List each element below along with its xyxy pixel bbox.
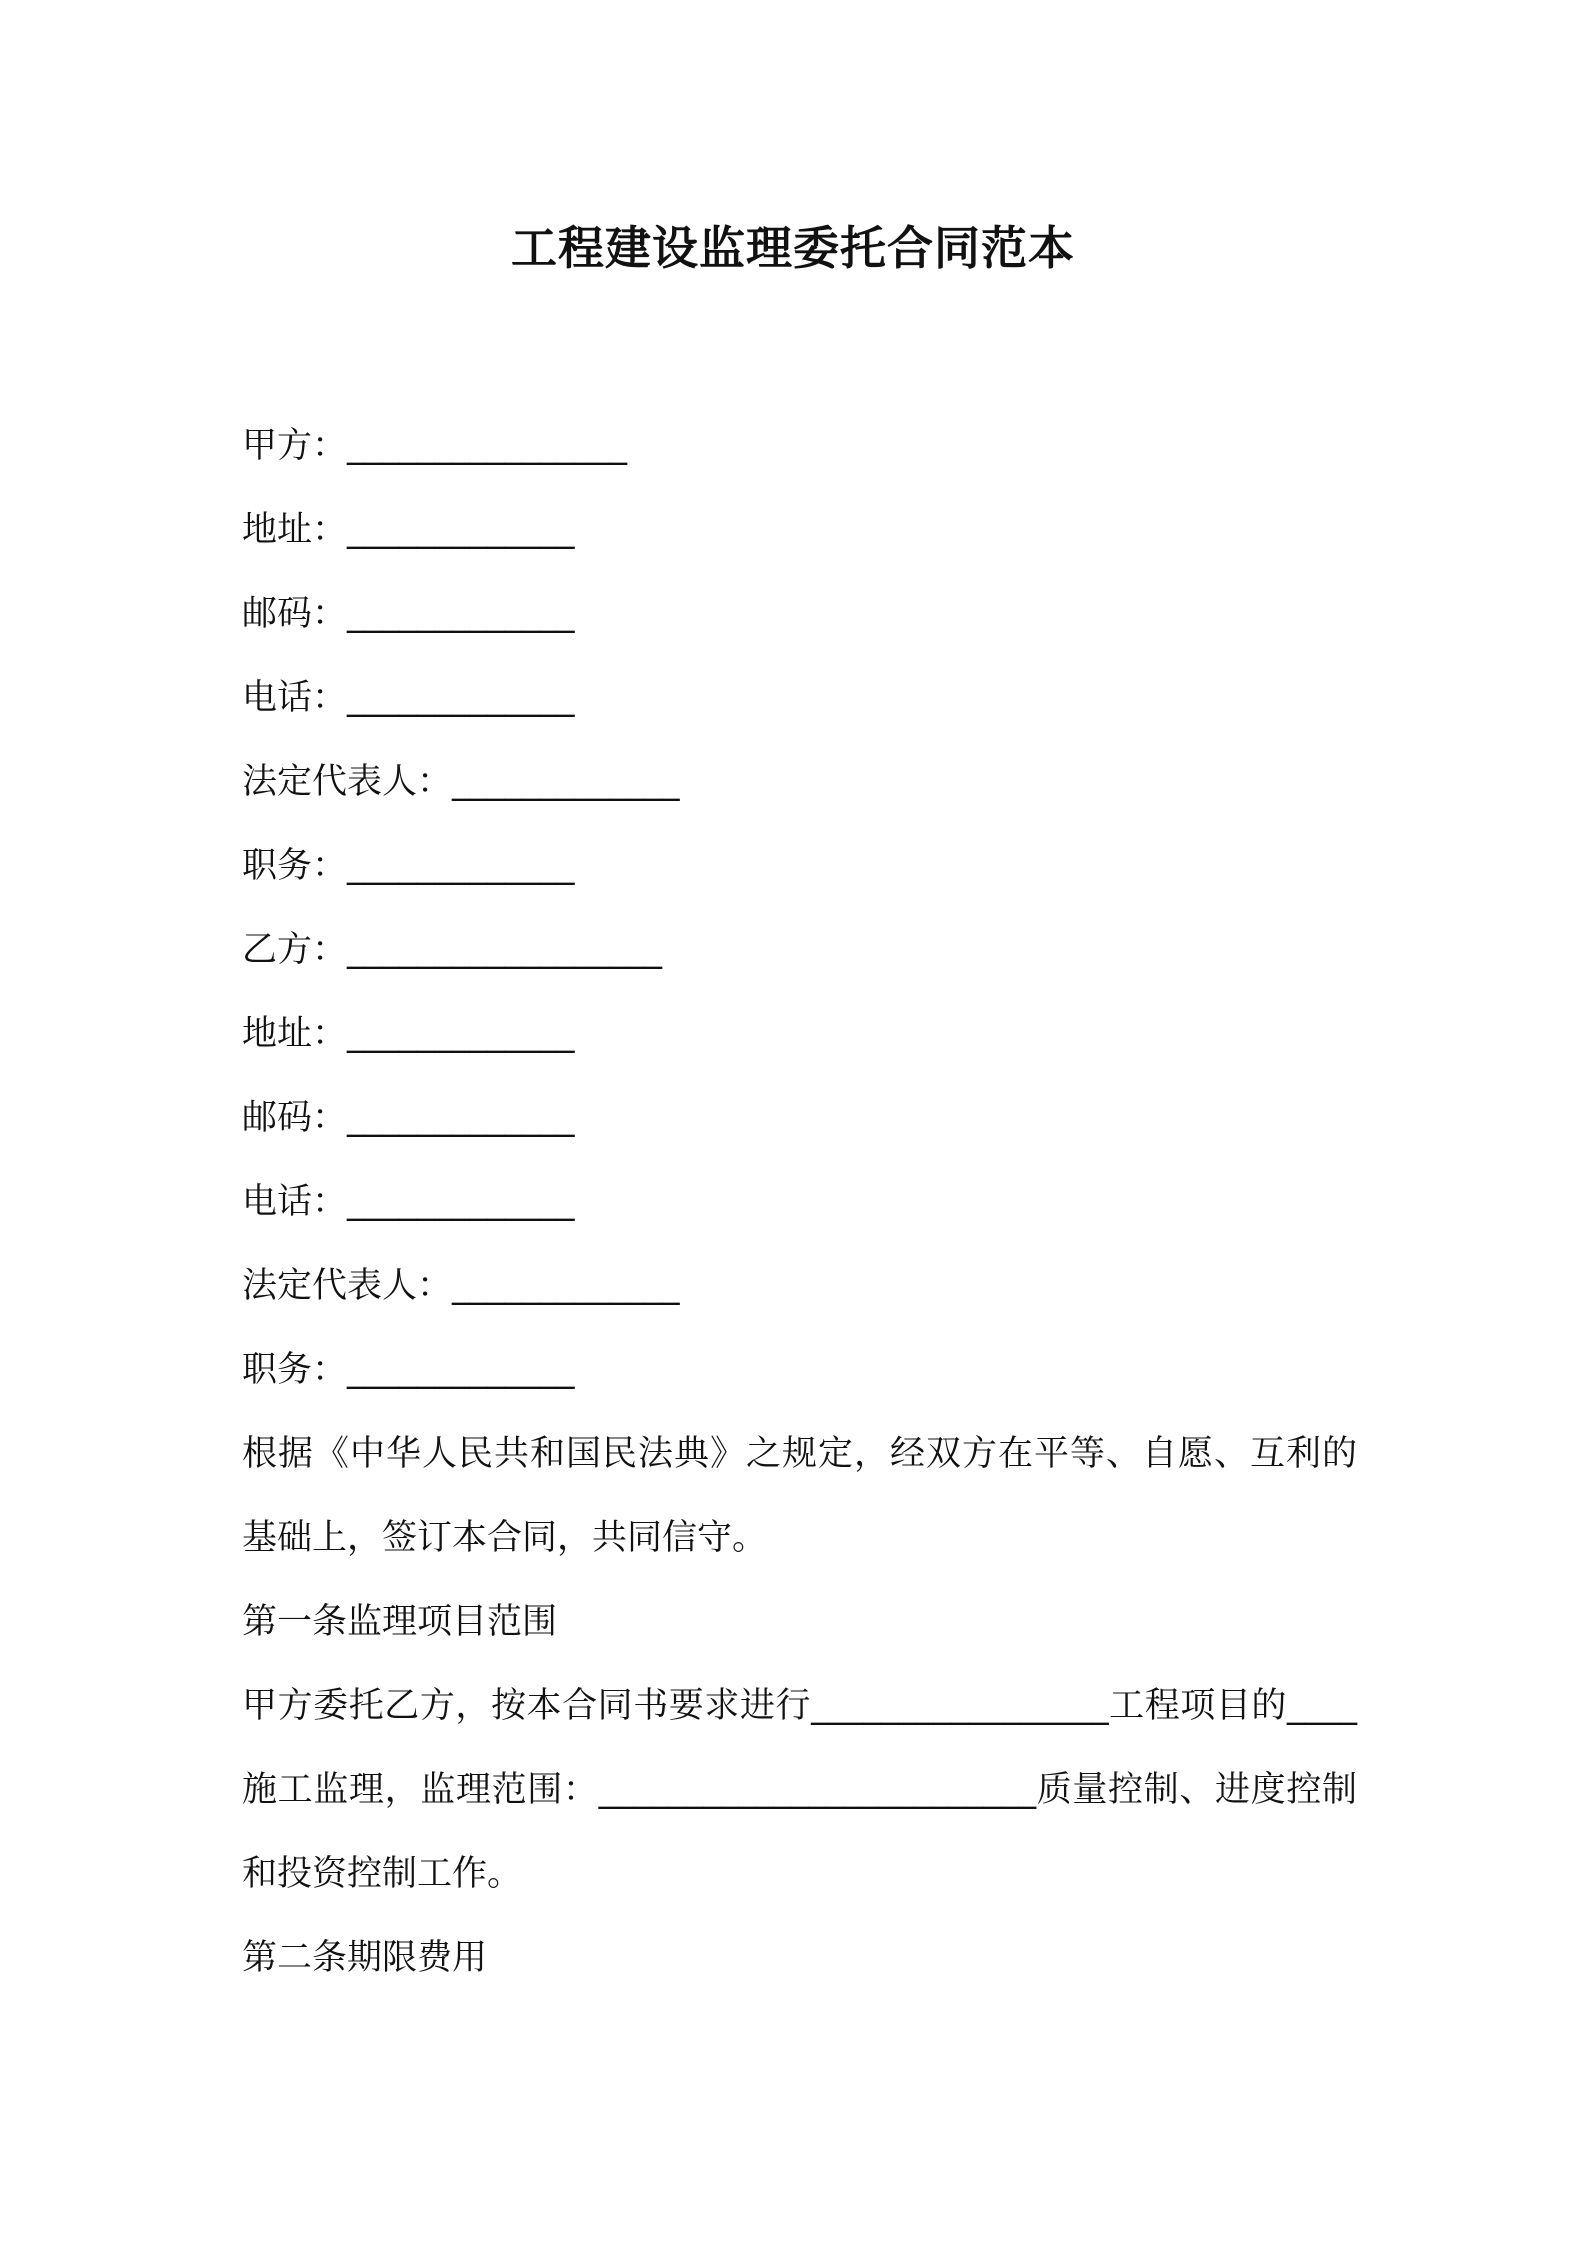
party-a-address-field: 地址：_____________ — [242, 510, 575, 550]
party-a-legal-rep-field: 法定代表人：_____________ — [242, 762, 680, 802]
party-a-name-field: 甲方：________________ — [242, 426, 628, 466]
party-b-address-field: 地址：_____________ — [242, 1014, 575, 1054]
party-b-position-field: 职务：_____________ — [242, 1350, 575, 1390]
party-a-postcode-field: 邮码：_____________ — [242, 594, 575, 634]
article-1-paragraph: 甲方委托乙方，按本合同书要求进行_________________工程项目的____施工监理，监理范围：_________________________质量控制、进度控制和投资控制工作。 — [242, 1686, 1357, 1894]
party-a-position-field: 职务：_____________ — [242, 846, 575, 886]
party-a-phone-field: 电话：_____________ — [242, 678, 575, 718]
preamble-paragraph: 根据《中华人民共和国民法典》之规定，经双方在平等、自愿、互利的基础上，签订本合同，共同信守。 — [242, 1434, 1357, 1558]
party-b-postcode-field: 邮码：_____________ — [242, 1098, 575, 1138]
document-body — [242, 404, 1357, 2000]
article-2-heading: 第二条期限费用 — [242, 1938, 488, 1978]
article-1-heading: 第一条监理项目范围 — [242, 1602, 558, 1642]
document-title: 工程建设监理委托合同范本 — [511, 221, 1075, 275]
party-b-name-field: 乙方：__________________ — [242, 930, 663, 970]
party-b-phone-field: 电话：_____________ — [242, 1182, 575, 1222]
party-b-legal-rep-field: 法定代表人：_____________ — [242, 1266, 680, 1306]
